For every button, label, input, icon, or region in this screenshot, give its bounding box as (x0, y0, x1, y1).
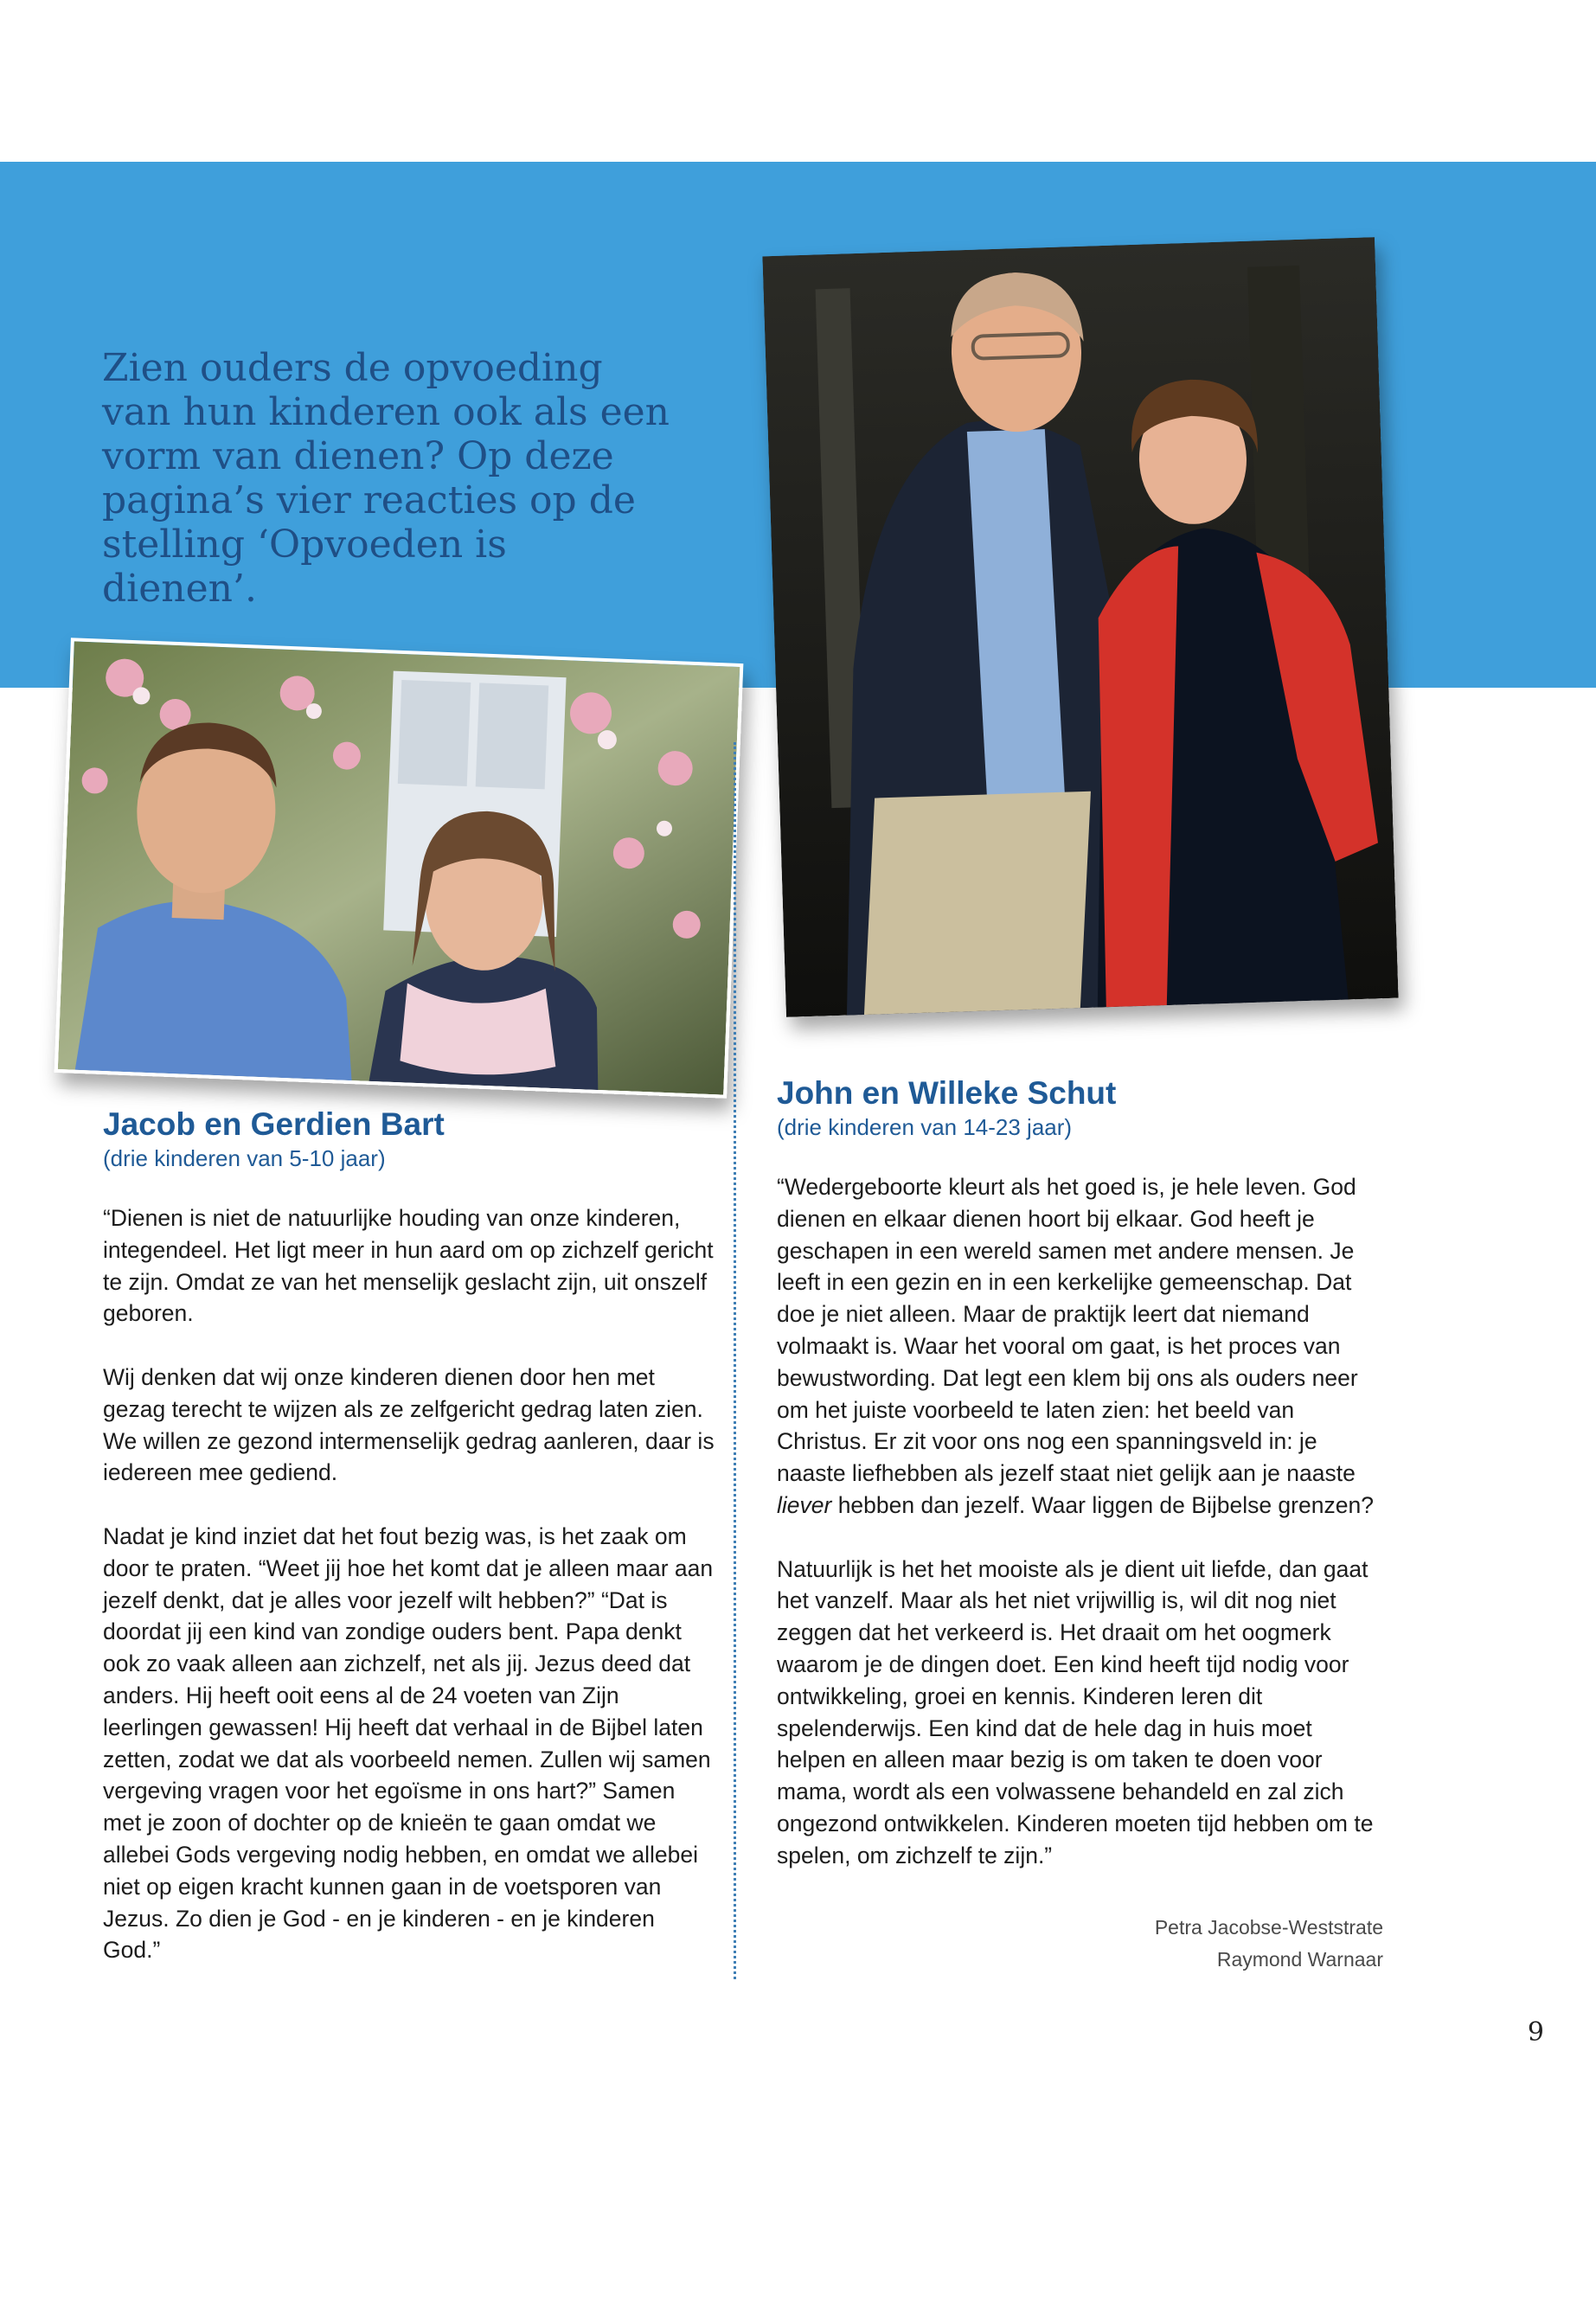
left-column (103, 1106, 717, 1998)
paragraph-text: hebben dan jezelf. Waar liggen de Bijbelse grenzen? (831, 1491, 1374, 1518)
column-divider (734, 742, 736, 1979)
paragraph (777, 1171, 1382, 1522)
children-info: (drie kinderen van 14-23 jaar) (777, 1114, 1073, 1140)
photo-john-willeke (762, 237, 1398, 1017)
paragraph-text: “Wedergeboorte kleurt als het goed is, je hele leven. God dienen en elkaar dienen hoort bij elkaar. God heeft je geschapen in een wereld samen met andere mensen. Je leeft in een gezin en in een kerkelijke gemeenschap. Dat doe je niet alleen. Maar de praktijk leert dat niemand volmaakt is. Waar het vooral om gaat, is het proces van bewustwording. Dat legt een klem bij ons als ouders neer om het juiste voorbeeld te laten zien: het beeld van Christus. Er zit voor ons nog een spanningsveld in: je naaste liefhebben als jezelf staat niet gelijk aan je naaste (777, 1174, 1358, 1487)
paragraph: Natuurlijk is het het mooiste als je dient uit liefde, dan gaat het vanzelf. Maar als het niet vrijwillig is, wil dit nog niet zeggen dat het verkeerd is. Het draait om het oogmerk waarom je de dingen doet. Een kind heeft tijd nodig voor ontwikkeling, groei en kennis. Kinderen leren dit spelenderwijs. Een kind dat de hele dag in huis moet helpen en alleen maar bezig is om taken te doen voor mama, wordt als een volwassene behandeld en zal zich ongezond ontwikkelen. Kinderen moeten tijd hebben om te spelen, om zichzelf te zijn.” (777, 1555, 1374, 1868)
photo-jacob-gerdien (54, 638, 744, 1098)
intro-line: vorm van dienen? Op deze (102, 434, 614, 478)
children-info: (drie kinderen van 5-10 jaar) (103, 1145, 386, 1171)
couple-name: Jacob en Gerdien Bart (103, 1106, 445, 1142)
author-name: Petra Jacobse-Weststrate (1154, 1916, 1383, 1939)
intro-question (102, 346, 673, 611)
intro-line: van hun kinderen ook als een (102, 390, 670, 434)
page-number: 9 (1527, 2017, 1544, 2048)
paragraph: Wij denken dat wij onze kinderen dienen door hen met gezag terecht te wijzen als ze zelfgericht gedrag laten zien. We willen ze gezond intermenselijk gedrag aanleren, daar is iedereen mee gediend. (103, 1363, 715, 1486)
right-column (777, 1074, 1382, 1903)
author-name: Raymond Warnaar (1216, 1948, 1383, 1971)
paragraph: Nadat je kind inziet dat het fout bezig was, is het zaak om door te praten. “Weet jij hoe het komt dat je alleen maar aan jezelf denkt, dat je alles voor jezelf wilt hebben?” “Dat is doordat jij een kind van zondige ouders bent. Papa denkt ook zo vaak alleen aan zichzelf, net als jij. Jezus deed dat anders. Hij heeft ooit eens al de 24 voeten van Zijn leerlingen gewassen! Hij heeft dat verhaal in de Bijbel laten zetten, zodat we dat als voorbeeld nemen. Zullen wij samen vergeving vragen voor het egoïsme in ons hart?” Samen met je zoon of dochter op de knieën te gaan omdat we allebei Gods vergeving nodig hebben, en omdat we allebei niet op eigen kracht kunnen gaan in de voetsporen van Jezus. Zo dien je God - en je kinderen - en je kinderen God.” (103, 1522, 714, 1964)
intro-line: stelling ‘Opvoeden is dienen’. (102, 522, 507, 611)
intro-line: Zien ouders de opvoeding (102, 346, 603, 390)
intro-line: pagina’s vier reacties op de (102, 478, 636, 522)
couple-name: John en Willeke Schut (777, 1075, 1117, 1111)
emphasis-text: liever (777, 1491, 832, 1518)
paragraph: “Dienen is niet de natuurlijke houding van onze kinderen, integendeel. Het ligt meer in hun aard om op zichzelf gericht te zijn. Omdat ze van het menselijk geslacht zijn, uit onszelf geboren. (103, 1205, 714, 1327)
author-credits (1155, 1912, 1383, 1976)
